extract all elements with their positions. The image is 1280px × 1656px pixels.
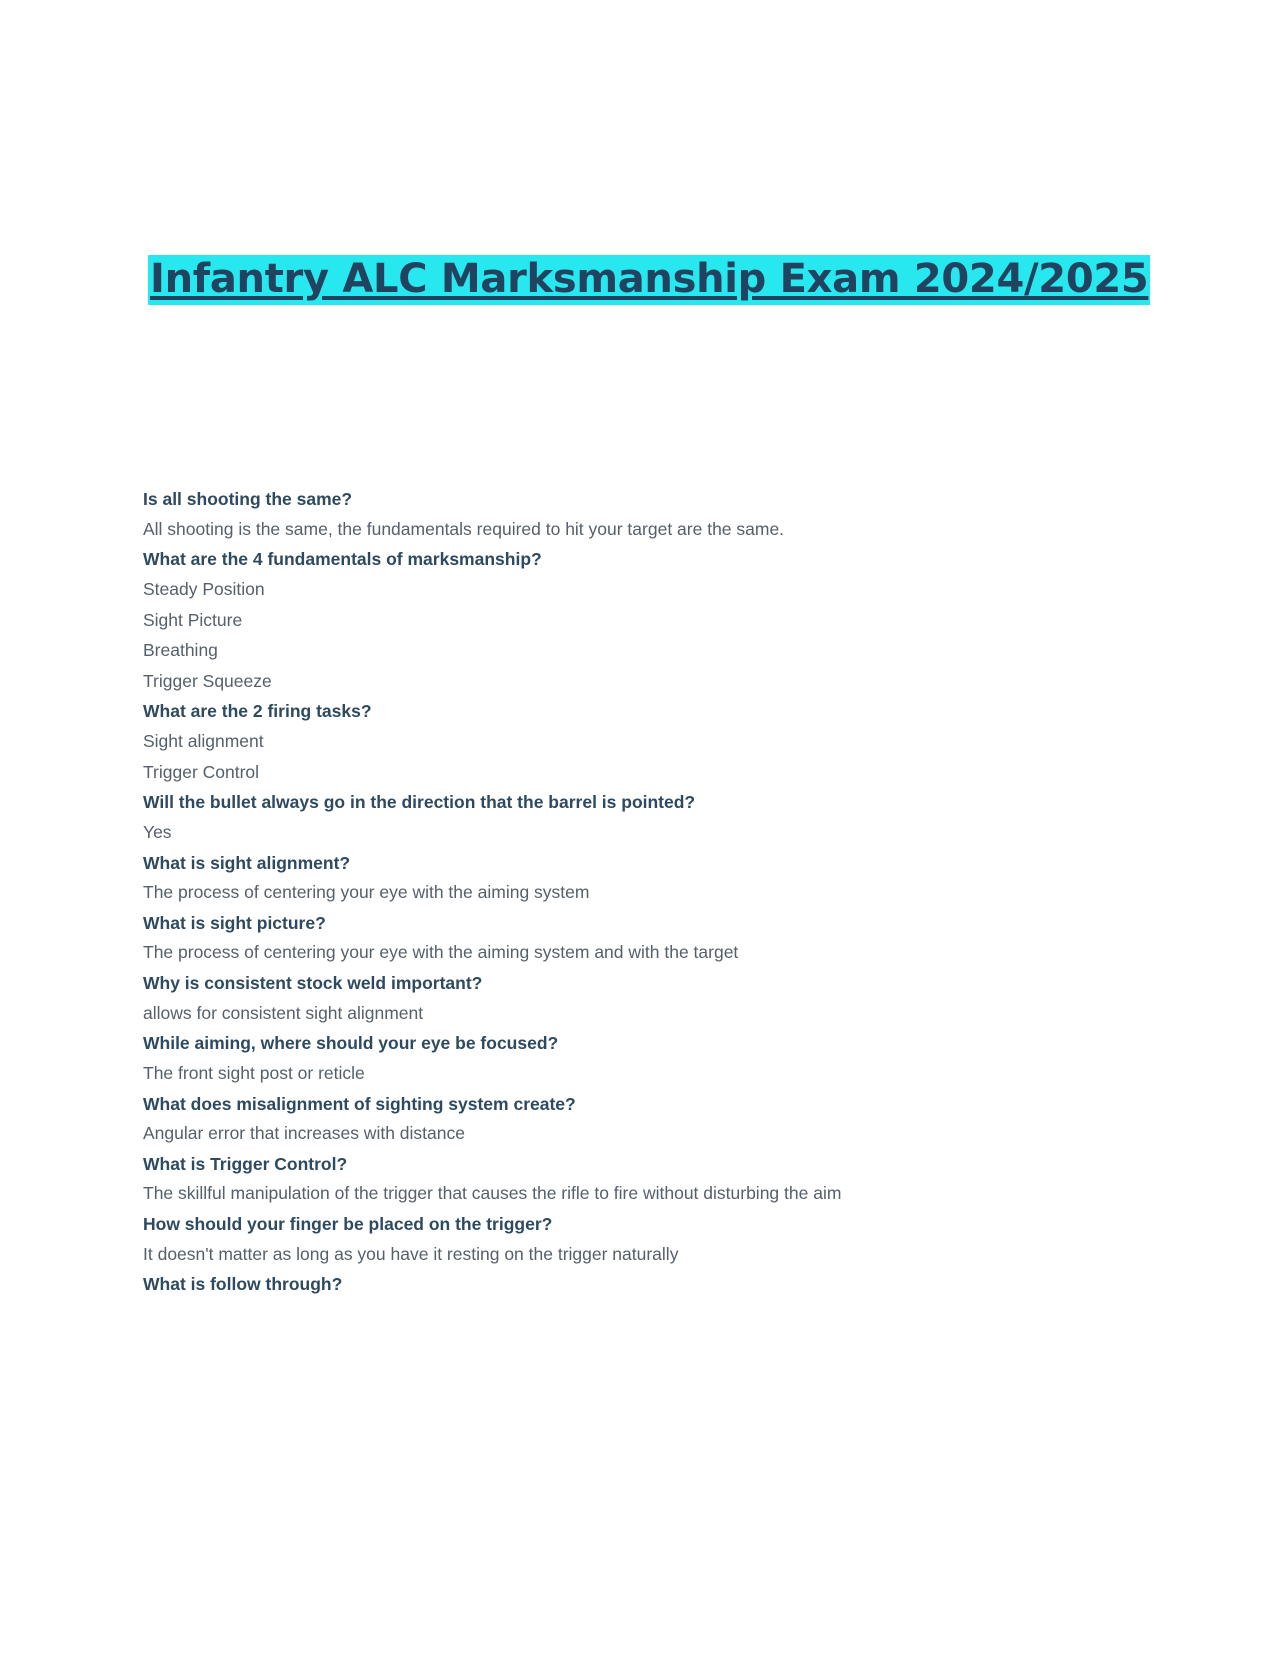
page-title: Infantry ALC Marksmanship Exam 2024/2025 <box>148 255 1150 305</box>
question-text: What are the 4 fundamentals of marksmanship? <box>143 549 542 570</box>
answer-text: Trigger Squeeze <box>143 670 272 691</box>
answer-text: The process of centering your eye with the aiming system <box>143 882 590 903</box>
question-text: What does misalignment of sighting system create? <box>143 1093 576 1114</box>
question-text: What are the 2 firing tasks? <box>143 701 372 722</box>
answer-text: Angular error that increases with distance <box>143 1123 465 1144</box>
answer-text: allows for consistent sight alignment <box>143 1002 424 1023</box>
question-text: Will the bullet always go in the direction that the barrel is pointed? <box>143 792 696 813</box>
answer-text: The process of centering your eye with the aiming system and with the target <box>143 942 739 963</box>
question-text: Why is consistent stock weld important? <box>143 973 483 993</box>
answer-text: The front sight post or reticle <box>143 1062 365 1083</box>
answer-text: Sight Picture <box>143 609 243 630</box>
document-title-container <box>148 255 1149 305</box>
question-answer-list <box>143 488 1160 1303</box>
answer-text: Sight alignment <box>143 731 264 751</box>
answer-text: The skillful manipulation of the trigger that causes the rifle to fire without disturbing the aim <box>143 1183 842 1204</box>
answer-text: It doesn't matter as long as you have it resting on the trigger naturally <box>143 1243 679 1264</box>
question-text: What is follow through? <box>143 1274 343 1295</box>
answer-text: Steady Position <box>143 578 265 599</box>
question-text: While aiming, where should your eye be focused? <box>143 1033 559 1054</box>
question-text: How should your finger be placed on the trigger? <box>143 1214 553 1234</box>
answer-text: Breathing <box>143 640 218 661</box>
question-text: What is sight picture? <box>143 912 326 933</box>
answer-text: All shooting is the same, the fundamentals required to hit your target are the same. <box>143 518 785 539</box>
question-text: What is sight alignment? <box>143 852 351 873</box>
question-text: What is Trigger Control? <box>143 1153 348 1174</box>
answer-text: Trigger Control <box>143 761 260 782</box>
question-text: Is all shooting the same? <box>143 489 353 509</box>
answer-text: Yes <box>143 821 172 842</box>
